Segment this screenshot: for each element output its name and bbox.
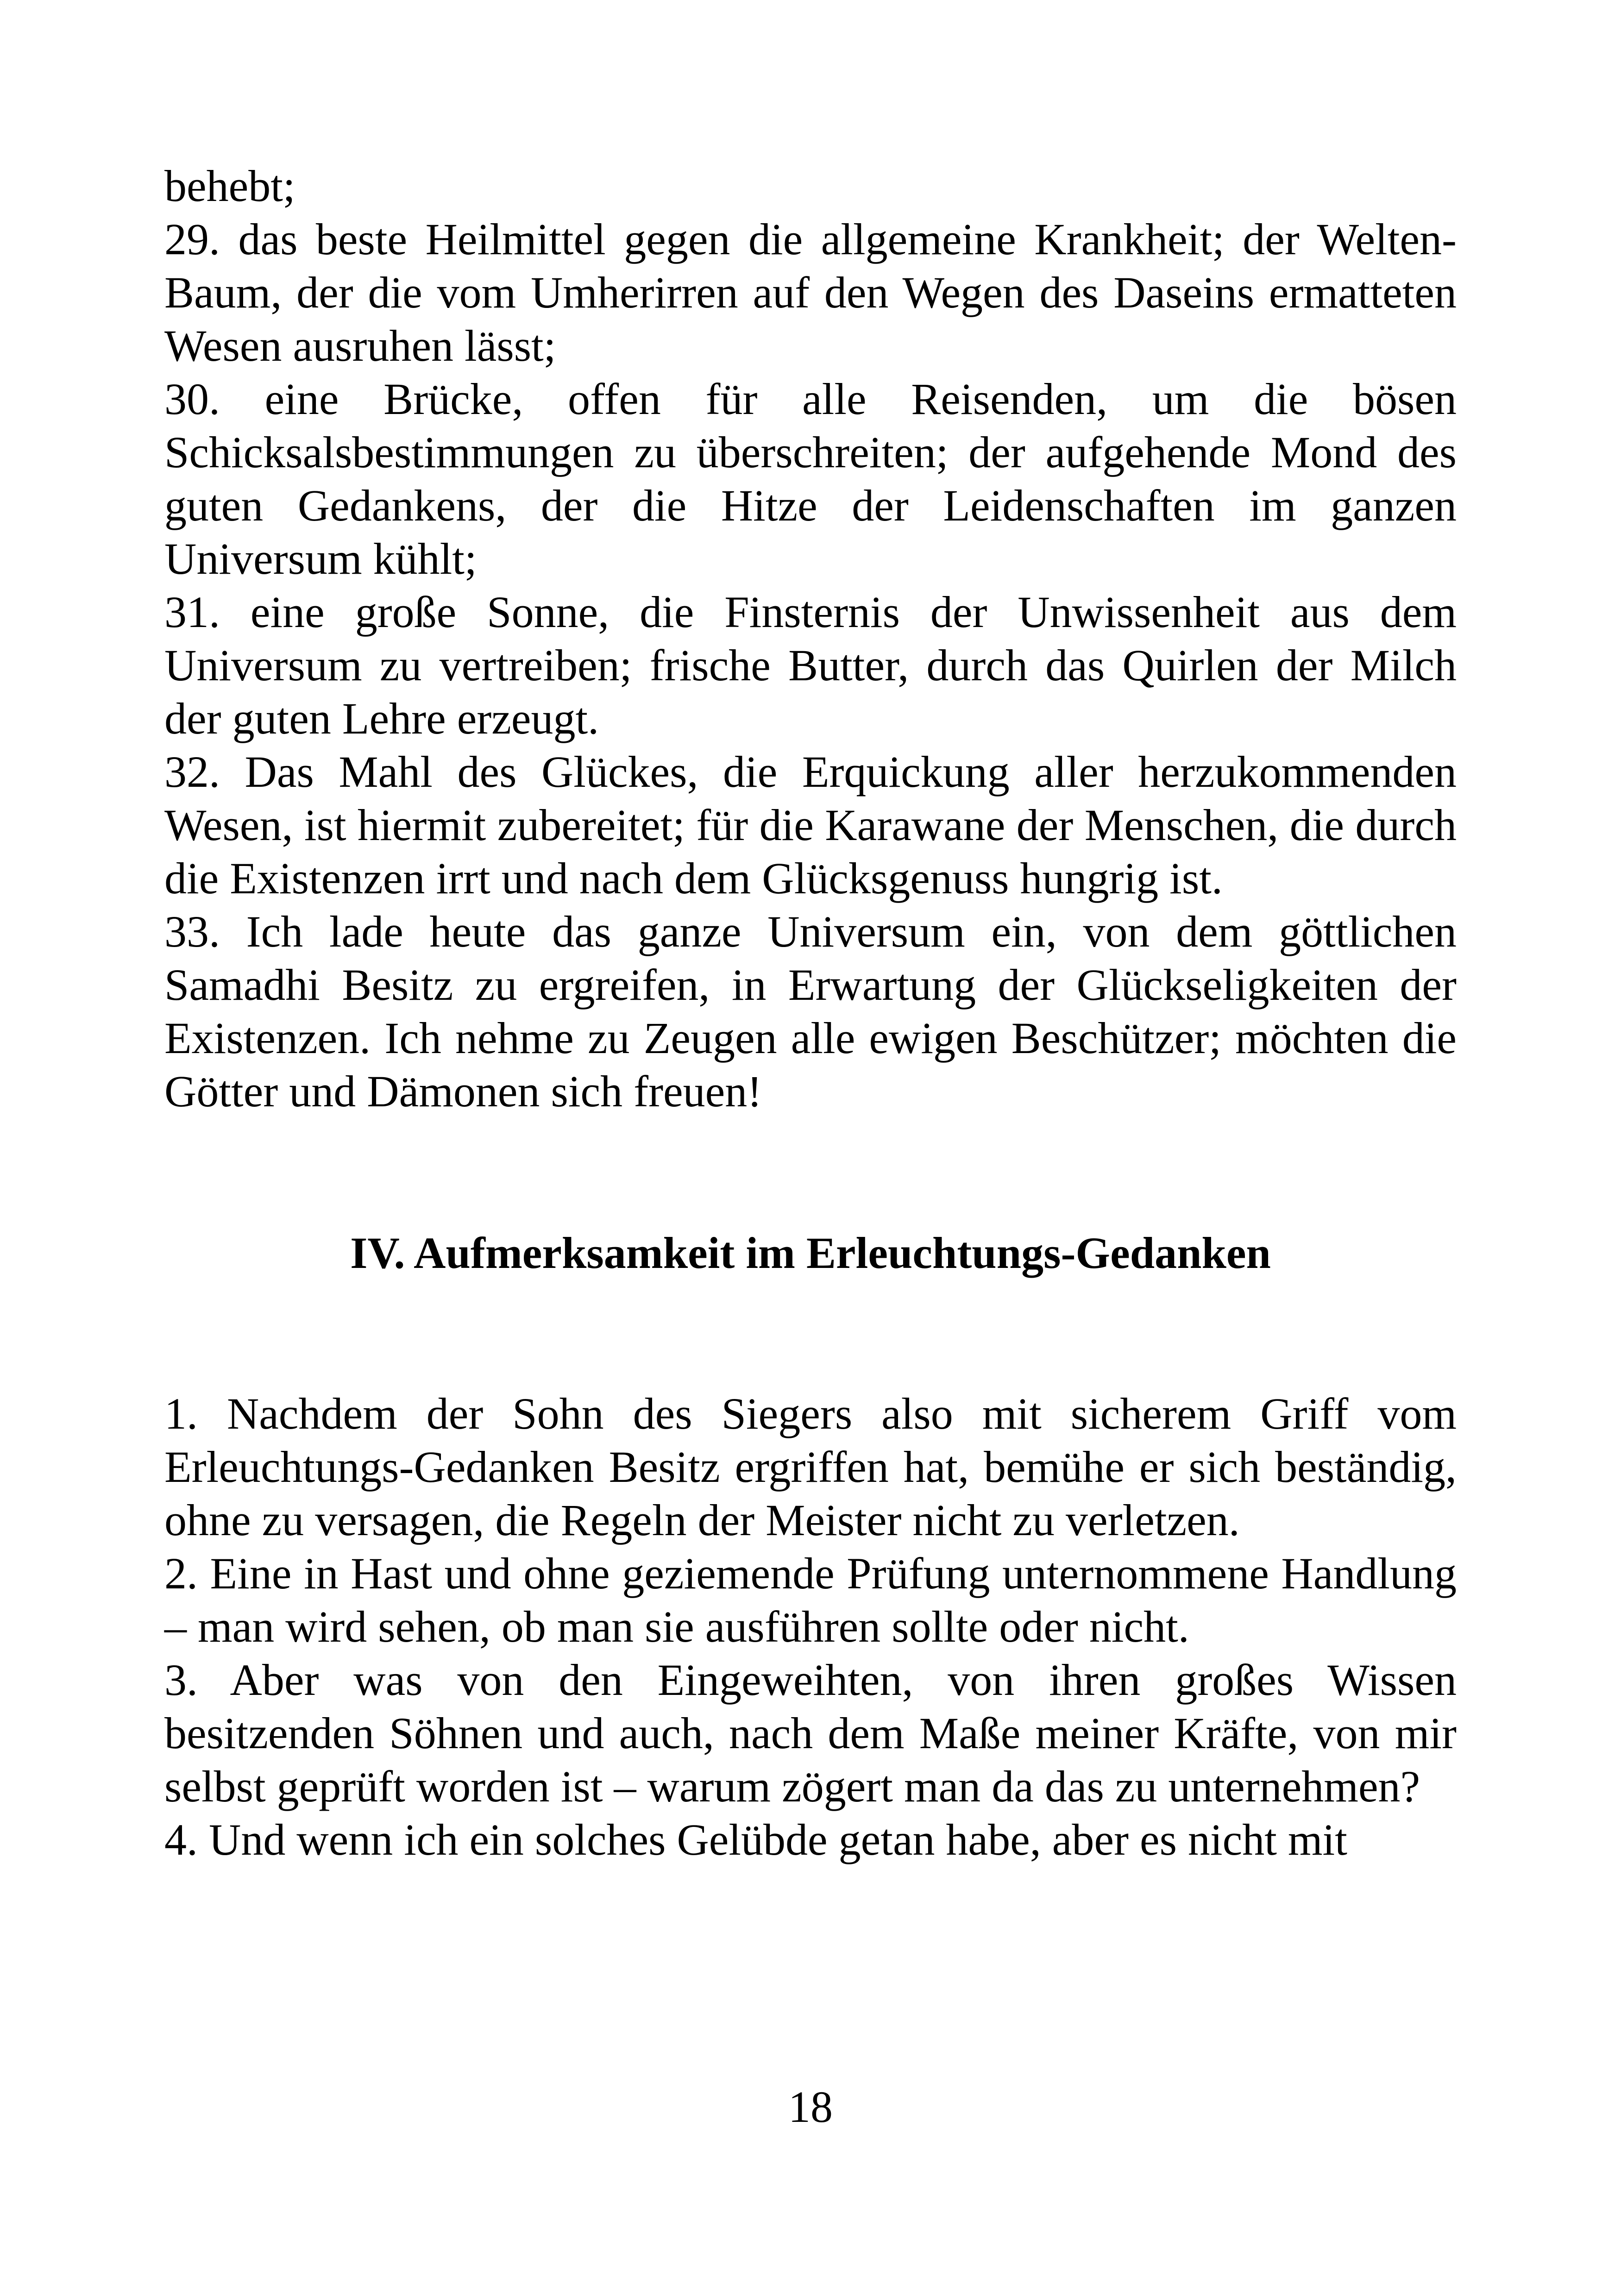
paragraph-32: 32. Das Mahl des Glückes, die Erquickung aller herzukommenden Wesen, ist hiermit zubereitet; für die Karawane der Menschen, die durch die Existenzen irrt und nach dem Glücksgenuss hungrig ist.	[164, 747, 1457, 903]
paragraph-3: 3. Aber was von den Eingeweihten, von ihren großes Wissen besitzenden Söhnen und auch, nach dem Maße meiner Kräfte, von mir selbst geprüft worden ist – warum zögert man da das zu unternehmen?	[164, 1655, 1457, 1811]
section-heading: IV. Aufmerksamkeit im Erleuchtungs-Gedanken	[350, 1228, 1271, 1278]
paragraph-1: 1. Nachdem der Sohn des Siegers also mit sicherem Griff vom Erleuchtungs-Gedanken Besitz ergriffen hat, bemühe er sich beständig, ohne zu versagen, die Regeln der Meister nicht zu verletzen.	[164, 1389, 1457, 1545]
paragraph-4-start: 4. Und wenn ich ein solches Gelübde getan habe, aber es nicht mit	[164, 1815, 1347, 1864]
paragraph-29: 29. das beste Heilmittel gegen die allgemeine Krankheit; der Welten-Baum, der die vom Umherirren auf den Wegen des Daseins ermatteten Wesen ausruhen lässt;	[164, 214, 1457, 370]
continuation-text-block	[164, 159, 1457, 1118]
paragraph-2: 2. Eine in Hast und ohne geziemende Prüfung unternommene Handlung – man wird sehen, ob man sie ausführen sollte oder nicht.	[164, 1549, 1457, 1651]
paragraph-33: 33. Ich lade heute das ganze Universum ein, von dem göttlichen Samadhi Besitz zu ergreifen, in Erwartung der Glückseligkeiten der Existenzen. Ich nehme zu Zeugen alle ewigen Beschützer; möchten die Götter und Dämonen sich freuen!	[164, 907, 1457, 1116]
paragraph-28-end: behebt;	[164, 161, 295, 211]
section-text-block	[164, 1387, 1457, 1866]
paragraph-31: 31. eine große Sonne, die Finsternis der Unwissenheit aus dem Universum zu vertreiben; frische Butter, durch das Quirlen der Milch der guten Lehre erzeugt.	[164, 587, 1457, 743]
page-number: 18	[788, 2082, 833, 2132]
paragraph-30: 30. eine Brücke, offen für alle Reisenden, um die bösen Schicksalsbestimmungen zu überschreiten; der aufgehende Mond des guten Gedankens, der die Hitze der Leidenschaften im ganzen Universum kühlt;	[164, 374, 1457, 583]
